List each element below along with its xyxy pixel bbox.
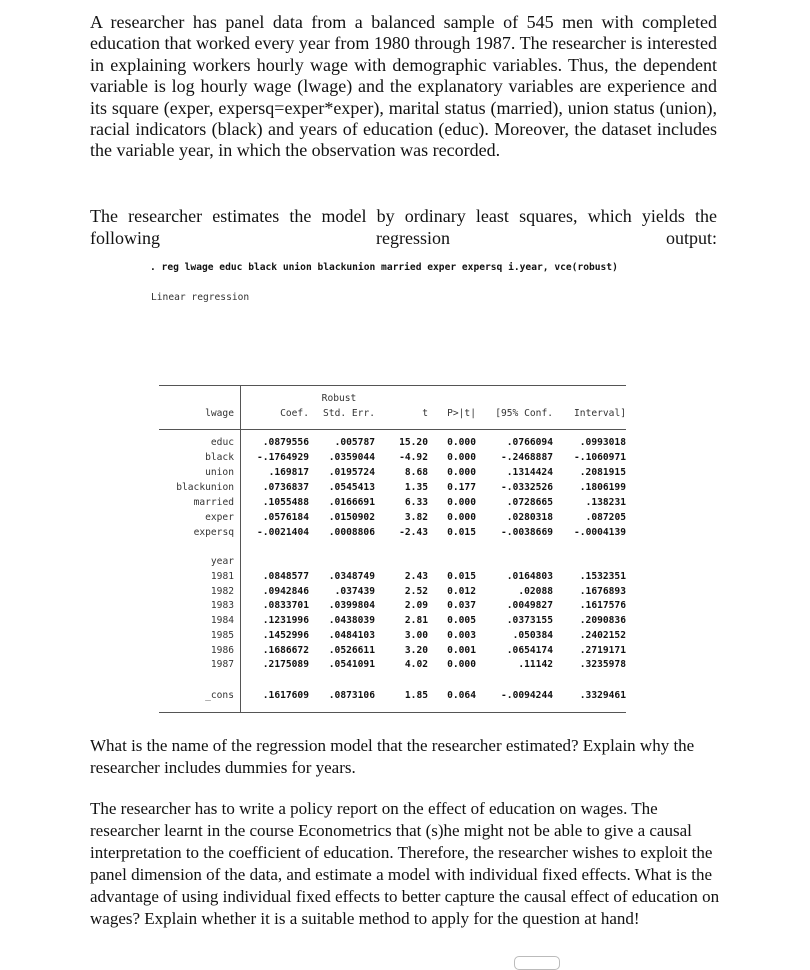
p-value: 0.015 — [447, 571, 476, 582]
coef-value: .0736837 — [262, 482, 309, 493]
ci-low-value: .0766094 — [506, 437, 553, 448]
coef-value: .1617609 — [262, 690, 309, 701]
table-row — [159, 497, 626, 511]
intro-paragraph: A researcher has panel data from a balanced sample of 545 men with completed education that worked every year from 1980 through 1987. The researcher is interested in explaining workers hourly wage with demographic variables. Thus, the dependent variable is log hourly wage (lwage) and the explanatory variables are experience and its square (exper, expersq=exper*exper), marital status (married), union status (union), racial indicators (black) and years of education (educ). Moreover, the dataset includes the variable year, in which the observation was recorded. — [90, 12, 717, 161]
ci-low-value: -.0094244 — [501, 690, 553, 701]
ci-high-value: .2090836 — [579, 615, 626, 627]
ci-high-value: .3329461 — [579, 690, 626, 701]
ci-low-value: .0049827 — [506, 600, 553, 612]
ci-low-value: .02088 — [518, 585, 553, 597]
regression-title: Linear regression — [151, 292, 250, 303]
se-value: .0541091 — [328, 659, 375, 671]
se-value: .0166691 — [328, 497, 375, 508]
table-row — [159, 630, 626, 644]
ci-low-value: .0164803 — [506, 571, 553, 582]
ci-high-value: .2719171 — [579, 644, 626, 656]
table-row — [159, 452, 626, 466]
p-value: 0.003 — [447, 629, 476, 641]
year-label: year — [210, 556, 234, 567]
se-value: .005787 — [334, 437, 375, 448]
t-value: 4.02 — [404, 659, 428, 671]
table-row — [159, 690, 626, 704]
ci-high-value: .3235978 — [579, 659, 626, 671]
ci-high-value: .087205 — [585, 512, 626, 523]
header-row-2 — [159, 408, 626, 422]
p-value: 0.000 — [447, 497, 476, 508]
ci-high-value: -.1060971 — [574, 452, 626, 463]
p-value: 0.012 — [447, 585, 476, 597]
row-label: 1985 — [210, 629, 234, 641]
question-2: The researcher has to write a policy report on the effect of education on wages. The researcher learnt in the course Econometrics that (s)he might not be able to give a causal interpretation to the coefficient of education. Therefore, the researcher wishes to exploit the panel dimension of the data, and estimate a model with individual fixed effects. What is the advantage of using individual fixed effects to better capture the causal effect of education on wages? Explain whether it is a suitable method to apply for the question at hand! — [90, 799, 720, 928]
ci-high-value: .2081915 — [579, 467, 626, 478]
ci-high-value: .1532351 — [579, 571, 626, 582]
table-row — [159, 467, 626, 481]
table-row — [159, 437, 626, 451]
stata-command: . reg lwage educ black union blackunion married exper expersq i.year, vce(robust) — [150, 262, 618, 273]
coef-value: .1231996 — [262, 615, 309, 627]
t-value: 8.68 — [404, 467, 428, 478]
t-value: 2.43 — [404, 571, 428, 582]
t-value: 2.09 — [404, 600, 428, 612]
ols-intro-paragraph: The researcher estimates the model by ordinary least squares, which yields the following regression output: — [90, 206, 717, 248]
ci-low-value: .1314424 — [506, 467, 553, 478]
t-value: -2.43 — [399, 527, 428, 538]
ci-low-value: -.0332526 — [501, 482, 553, 493]
coef-value: .0879556 — [262, 437, 309, 448]
p-value: 0.064 — [447, 690, 476, 701]
ci-low-value: .11142 — [518, 659, 553, 671]
t-value: 3.82 — [404, 512, 428, 523]
se-value: .0150902 — [328, 512, 375, 523]
coef-value: .1055488 — [262, 497, 309, 508]
table-row — [159, 571, 626, 585]
t-value: 1.85 — [404, 690, 428, 701]
coef-value: .1452996 — [262, 629, 309, 641]
ci-high-value: .0993018 — [579, 437, 626, 448]
t-value: -4.92 — [399, 452, 428, 463]
coef-value: -.0021404 — [257, 527, 309, 538]
se-value: .0195724 — [328, 467, 375, 478]
row-label: 1983 — [210, 600, 234, 612]
ci-high-value: .1806199 — [579, 482, 626, 493]
table-row — [159, 527, 626, 541]
table-row — [159, 512, 626, 526]
ci-low-value: -.2468887 — [501, 452, 553, 463]
se-value: .0545413 — [328, 482, 375, 493]
p-value: 0.000 — [447, 437, 476, 448]
coef-value: -.1764929 — [257, 452, 309, 463]
table-row — [159, 645, 626, 659]
ci-low-value: -.0038669 — [501, 527, 553, 538]
se-value: .037439 — [334, 585, 375, 597]
table-row — [159, 659, 626, 673]
scroll-handle[interactable] — [514, 956, 560, 970]
row-label: black — [205, 452, 234, 463]
row-label: 1987 — [210, 659, 234, 671]
header-row-1 — [159, 393, 626, 407]
ci-low-value: .0728665 — [506, 497, 553, 508]
row-label: 1981 — [210, 571, 234, 582]
se-value: .0399804 — [328, 600, 375, 612]
p-value: 0.000 — [447, 512, 476, 523]
row-label: _cons — [205, 690, 234, 701]
p-value: 0.000 — [447, 452, 476, 463]
ci-high-value: .1617576 — [579, 600, 626, 612]
se-value: .0359044 — [328, 452, 375, 463]
row-label: educ — [210, 437, 234, 448]
t-value: 3.00 — [404, 629, 428, 641]
question-1: What is the name of the regression model that the researcher estimated? Explain why the researcher includes dummies for years. — [90, 736, 695, 777]
table-header-rule — [159, 429, 626, 430]
ci-low-value: .0373155 — [506, 615, 553, 627]
row-label: 1982 — [210, 585, 234, 597]
ci-low-header: [95% Conf. — [495, 408, 553, 419]
coef-value: .2175089 — [262, 659, 309, 671]
p-value: 0.015 — [447, 527, 476, 538]
ci-low-value: .0280318 — [506, 512, 553, 523]
depvar-label: lwage — [205, 408, 234, 419]
ci-low-value: .0654174 — [506, 644, 553, 656]
row-label: blackunion — [176, 482, 234, 493]
ci-low-value: .050384 — [512, 629, 553, 641]
ci-high-value: .1676893 — [579, 585, 626, 597]
p-header: P>|t| — [447, 408, 476, 419]
coef-header: Coef. — [280, 408, 309, 419]
se-value: .0526611 — [328, 644, 375, 656]
table-row — [159, 482, 626, 496]
ci-high-value: .2402152 — [579, 629, 626, 641]
coef-value: .0576184 — [262, 512, 309, 523]
ci-high-value: .138231 — [585, 497, 626, 508]
se-header: Std. Err. — [323, 408, 375, 419]
coef-value: .1686672 — [262, 644, 309, 656]
se-value: .0008806 — [328, 527, 375, 538]
t-value: 3.20 — [404, 644, 428, 656]
p-value: 0.001 — [447, 644, 476, 656]
table-bottom-rule — [159, 712, 626, 713]
coef-value: .0848577 — [262, 571, 309, 582]
p-value: 0.037 — [447, 600, 476, 612]
row-label: exper — [205, 512, 234, 523]
ci-high-value: -.0004139 — [574, 527, 626, 538]
row-label: married — [193, 497, 234, 508]
p-value: 0.000 — [447, 659, 476, 671]
coef-value: .169817 — [268, 467, 309, 478]
coef-value: .0942846 — [262, 585, 309, 597]
p-value: 0.177 — [447, 482, 476, 493]
se-value: .0484103 — [328, 629, 375, 641]
t-value: 2.52 — [404, 585, 428, 597]
se-value: .0873106 — [328, 690, 375, 701]
t-value: 2.81 — [404, 615, 428, 627]
se-value: .0348749 — [328, 571, 375, 582]
row-label: 1984 — [210, 615, 234, 627]
p-value: 0.000 — [447, 467, 476, 478]
t-value: 1.35 — [404, 482, 428, 493]
row-label: expersq — [193, 527, 234, 538]
row-label: 1986 — [210, 644, 234, 656]
ci-high-header: Interval] — [574, 408, 626, 419]
year-label-row — [159, 556, 626, 570]
table-row — [159, 600, 626, 614]
table-top-rule — [159, 385, 626, 386]
t-header: t — [422, 408, 428, 419]
robust-label: Robust — [321, 393, 357, 404]
p-value: 0.005 — [447, 615, 476, 627]
t-value: 15.20 — [399, 437, 428, 448]
coef-value: .0833701 — [262, 600, 309, 612]
row-label: union — [205, 467, 234, 478]
table-row — [159, 586, 626, 600]
se-value: .0438039 — [328, 615, 375, 627]
t-value: 6.33 — [404, 497, 428, 508]
table-row — [159, 615, 626, 629]
